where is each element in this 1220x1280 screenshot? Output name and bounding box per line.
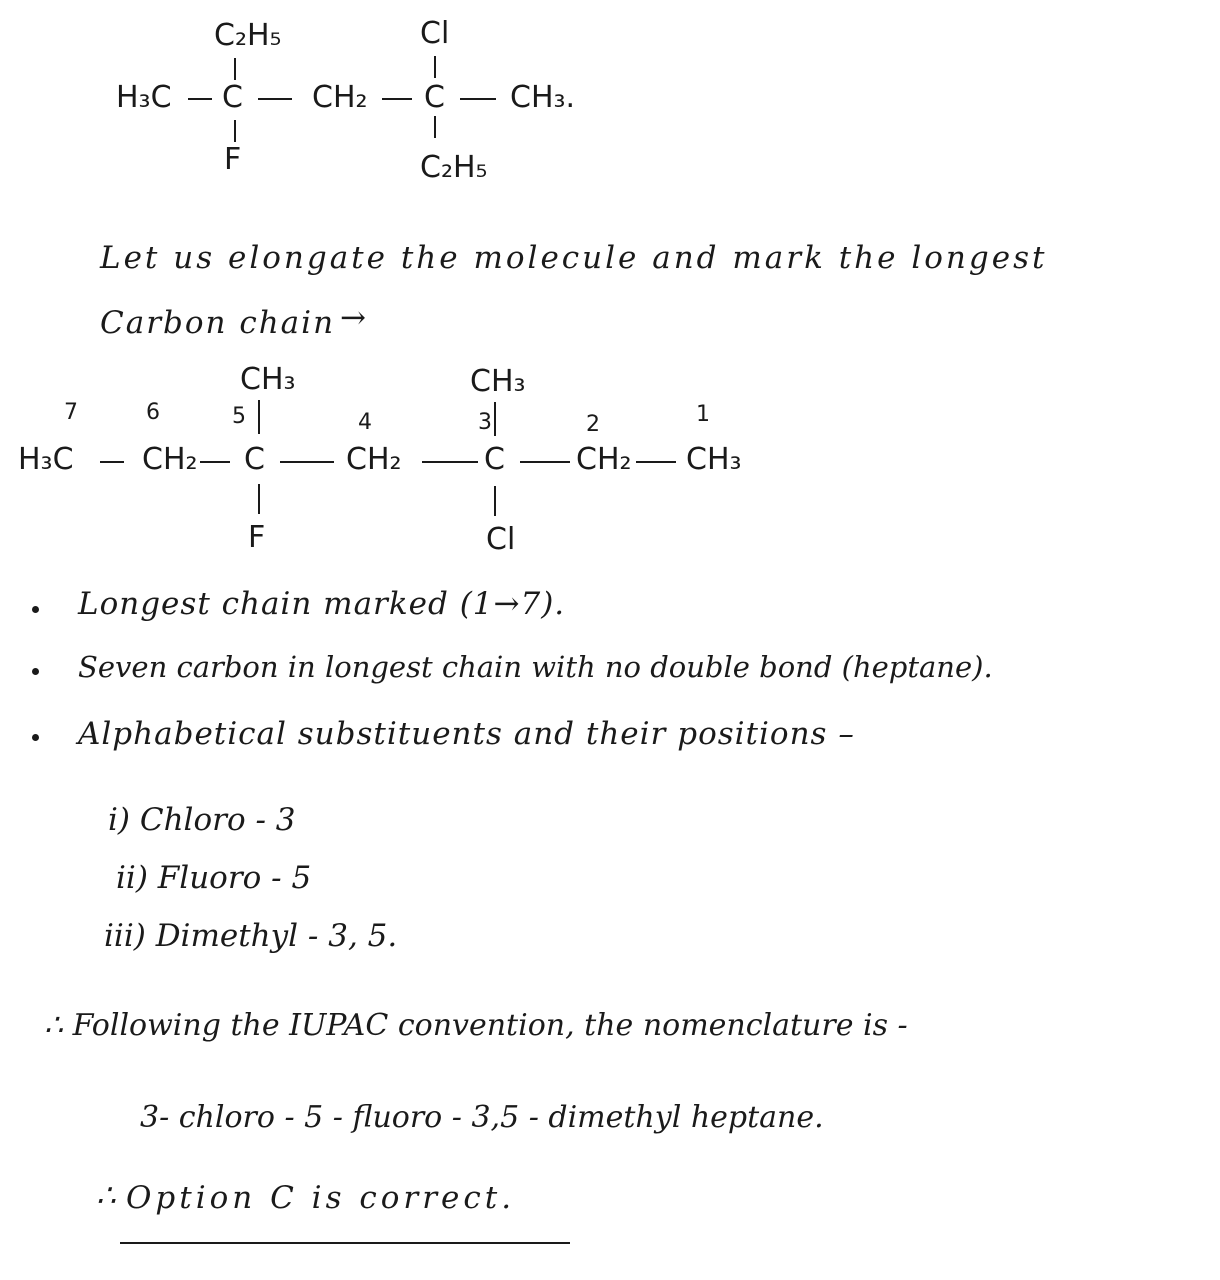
s2-bond-v-top-right — [494, 402, 496, 436]
s2-main-c3: C — [484, 442, 505, 477]
s1-main-c2: C — [424, 80, 445, 115]
s1-bottom-left-group: F — [224, 142, 242, 177]
intro-line-1: Let us elongate the molecule and mark the longest — [100, 240, 1048, 276]
s2-main-h3c: H₃C — [18, 442, 74, 477]
therefore-symbol: ∴ — [96, 1178, 116, 1214]
bullet-dot — [32, 668, 39, 675]
s2-main-ch2-4: CH₂ — [346, 442, 402, 477]
s2-num-6: 6 — [146, 400, 160, 425]
s2-num-7: 7 — [64, 400, 78, 425]
s1-bond-v-top-right — [434, 56, 436, 78]
intro-line-2: Carbon chain — [100, 305, 336, 341]
s1-main-ch2: CH₂ — [312, 80, 368, 115]
final-answer: Option C is correct. — [126, 1180, 516, 1216]
s2-bond-v-bottom-left — [258, 484, 260, 514]
s2-bottom-left-group: F — [248, 520, 266, 555]
substituent-dimethyl: iii) Dimethyl - 3, 5. — [104, 918, 398, 954]
s2-top-left-group: CH₃ — [240, 362, 296, 397]
s2-num-1: 1 — [696, 402, 710, 427]
s2-num-5: 5 — [232, 404, 246, 429]
s1-main-c1: C — [222, 80, 243, 115]
bullet-item: Alphabetical substituents and their positions – — [78, 716, 855, 752]
conclusion-line-1: ∴ Following the IUPAC convention, the nomenclature is - — [44, 1008, 908, 1043]
s2-num-4: 4 — [358, 410, 372, 435]
s2-main-ch3-1: CH₃ — [686, 442, 742, 477]
intro-arrow: → — [340, 300, 366, 336]
s2-bond-v-bottom-right — [494, 486, 496, 516]
s1-main-h3c: H₃C — [116, 80, 172, 115]
bullet-dot — [32, 734, 39, 741]
s1-bond-h-2 — [258, 98, 292, 100]
final-answer-underline — [120, 1242, 570, 1244]
s2-main-ch2-2: CH₂ — [576, 442, 632, 477]
s2-main-ch2-6: CH₂ — [142, 442, 198, 477]
iupac-name: 3- chloro - 5 - fluoro - 3,5 - dimethyl heptane. — [140, 1100, 824, 1135]
s2-main-c5: C — [244, 442, 265, 477]
s2-bottom-right-group: Cl — [486, 522, 516, 557]
s2-bond-h-6 — [636, 461, 676, 463]
s1-bond-v-bottom-left — [234, 120, 236, 142]
substituent-fluoro: ii) Fluoro - 5 — [116, 860, 312, 896]
s1-bond-h-4 — [460, 98, 496, 100]
s2-bond-h-5 — [520, 461, 570, 463]
bullet-item: Seven carbon in longest chain with no double bond (heptane). — [78, 650, 993, 684]
s2-bond-h-1 — [100, 461, 124, 463]
s2-bond-h-4 — [422, 461, 478, 463]
s1-bond-h-1 — [188, 98, 212, 100]
substituent-chloro: i) Chloro - 3 — [108, 802, 296, 838]
s1-bond-v-bottom-right — [434, 116, 436, 138]
s2-bond-h-2 — [200, 461, 230, 463]
s1-bottom-right-group: C₂H₅ — [420, 150, 488, 185]
s1-bond-h-3 — [382, 98, 412, 100]
bullet-dot — [32, 606, 39, 613]
s2-bond-v-top-left — [258, 400, 260, 434]
s2-bond-h-3 — [280, 461, 334, 463]
s1-main-ch3: CH₃. — [510, 80, 576, 115]
s2-top-right-group: CH₃ — [470, 364, 526, 399]
s1-bond-v-top-left — [234, 58, 236, 80]
bullet-item: Longest chain marked (1→7). — [78, 586, 566, 622]
s2-num-3: 3 — [478, 410, 492, 435]
s2-num-2: 2 — [586, 412, 600, 437]
s1-top-right-group: Cl — [420, 16, 450, 51]
s1-top-left-group: C₂H₅ — [214, 18, 282, 53]
